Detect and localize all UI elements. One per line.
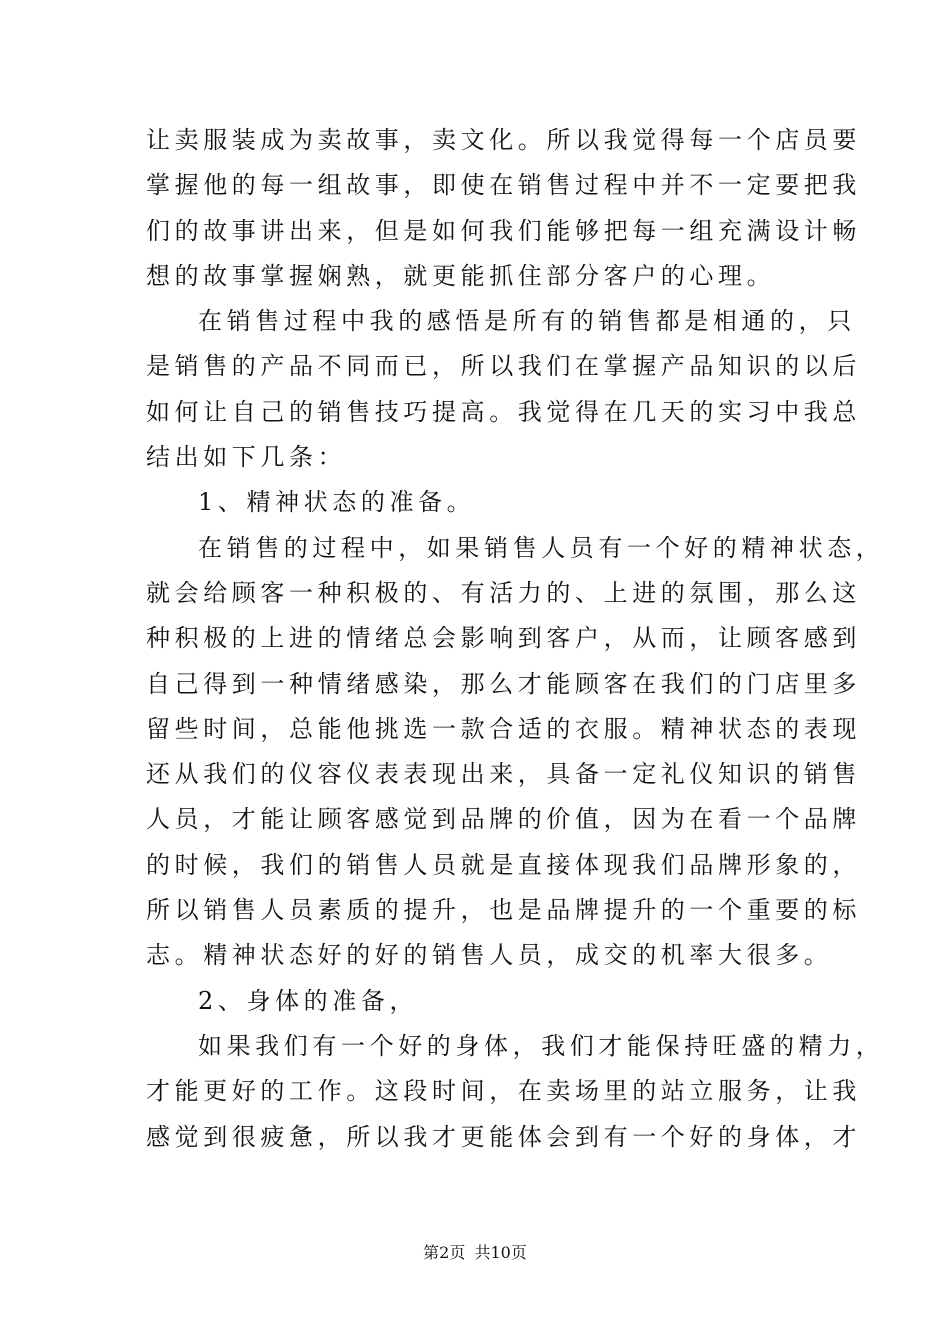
text-line: 留些时间，总能他挑选一款合适的衣服。精神状态的表现 bbox=[146, 714, 861, 743]
text-line: 1、精神状态的准备。 bbox=[198, 488, 476, 517]
text-line: 掌握他的每一组故事，即使在销售过程中并不一定要把我 bbox=[146, 171, 861, 200]
text-line: 就会给顾客一种积极的、有活力的、上进的氛围，那么这 bbox=[146, 578, 861, 607]
text-line: 结出如下几条： bbox=[146, 443, 347, 472]
text-line: 人员，才能让顾客感觉到品牌的价值，因为在看一个品牌 bbox=[146, 805, 861, 834]
text-line: 想的故事掌握娴熟，就更能抓住部分客户的心理。 bbox=[146, 261, 776, 290]
text-line: 还从我们的仪容仪表表现出来，具备一定礼仪知识的销售 bbox=[146, 760, 861, 789]
text-line: 才能更好的工作。这段时间，在卖场里的站立服务，让我 bbox=[146, 1077, 861, 1106]
document-body bbox=[146, 118, 885, 1160]
page-total: 共10页 bbox=[474, 1243, 527, 1262]
text-line: 感觉到很疲惫，所以我才更能体会到有一个好的身体，才 bbox=[146, 1122, 861, 1151]
text-line: 们的故事讲出来，但是如何我们能够把每一组充满设计畅 bbox=[146, 216, 861, 245]
text-line: 让卖服装成为卖故事，卖文化。所以我觉得每一个店员要 bbox=[146, 126, 861, 154]
text-line: 2、身体的准备， bbox=[198, 986, 419, 1015]
page-number: 第2页 bbox=[423, 1243, 466, 1262]
text-line: 是销售的产品不同而已，所以我们在掌握产品知识的以后 bbox=[146, 352, 861, 381]
text-line: 如何让自己的销售技巧提高。我觉得在几天的实习中我总 bbox=[146, 397, 861, 426]
page-footer bbox=[0, 1240, 950, 1263]
text-line: 自己得到一种情绪感染，那么才能顾客在我们的门店里多 bbox=[146, 669, 861, 698]
text-line: 种积极的上进的情绪总会影响到客户，从而，让顾客感到 bbox=[146, 624, 861, 653]
text-line: 如果我们有一个好的身体，我们才能保持旺盛的精力， bbox=[198, 1031, 885, 1060]
text-line: 志。精神状态好的好的销售人员，成交的机率大很多。 bbox=[146, 941, 833, 970]
text-line: 在销售过程中我的感悟是所有的销售都是相通的，只 bbox=[198, 307, 856, 336]
text-line: 的时候，我们的销售人员就是直接体现我们品牌形象的， bbox=[146, 850, 861, 879]
text-line: 所以销售人员素质的提升，也是品牌提升的一个重要的标 bbox=[146, 896, 861, 925]
text-line: 在销售的过程中，如果销售人员有一个好的精神状态， bbox=[198, 533, 885, 562]
